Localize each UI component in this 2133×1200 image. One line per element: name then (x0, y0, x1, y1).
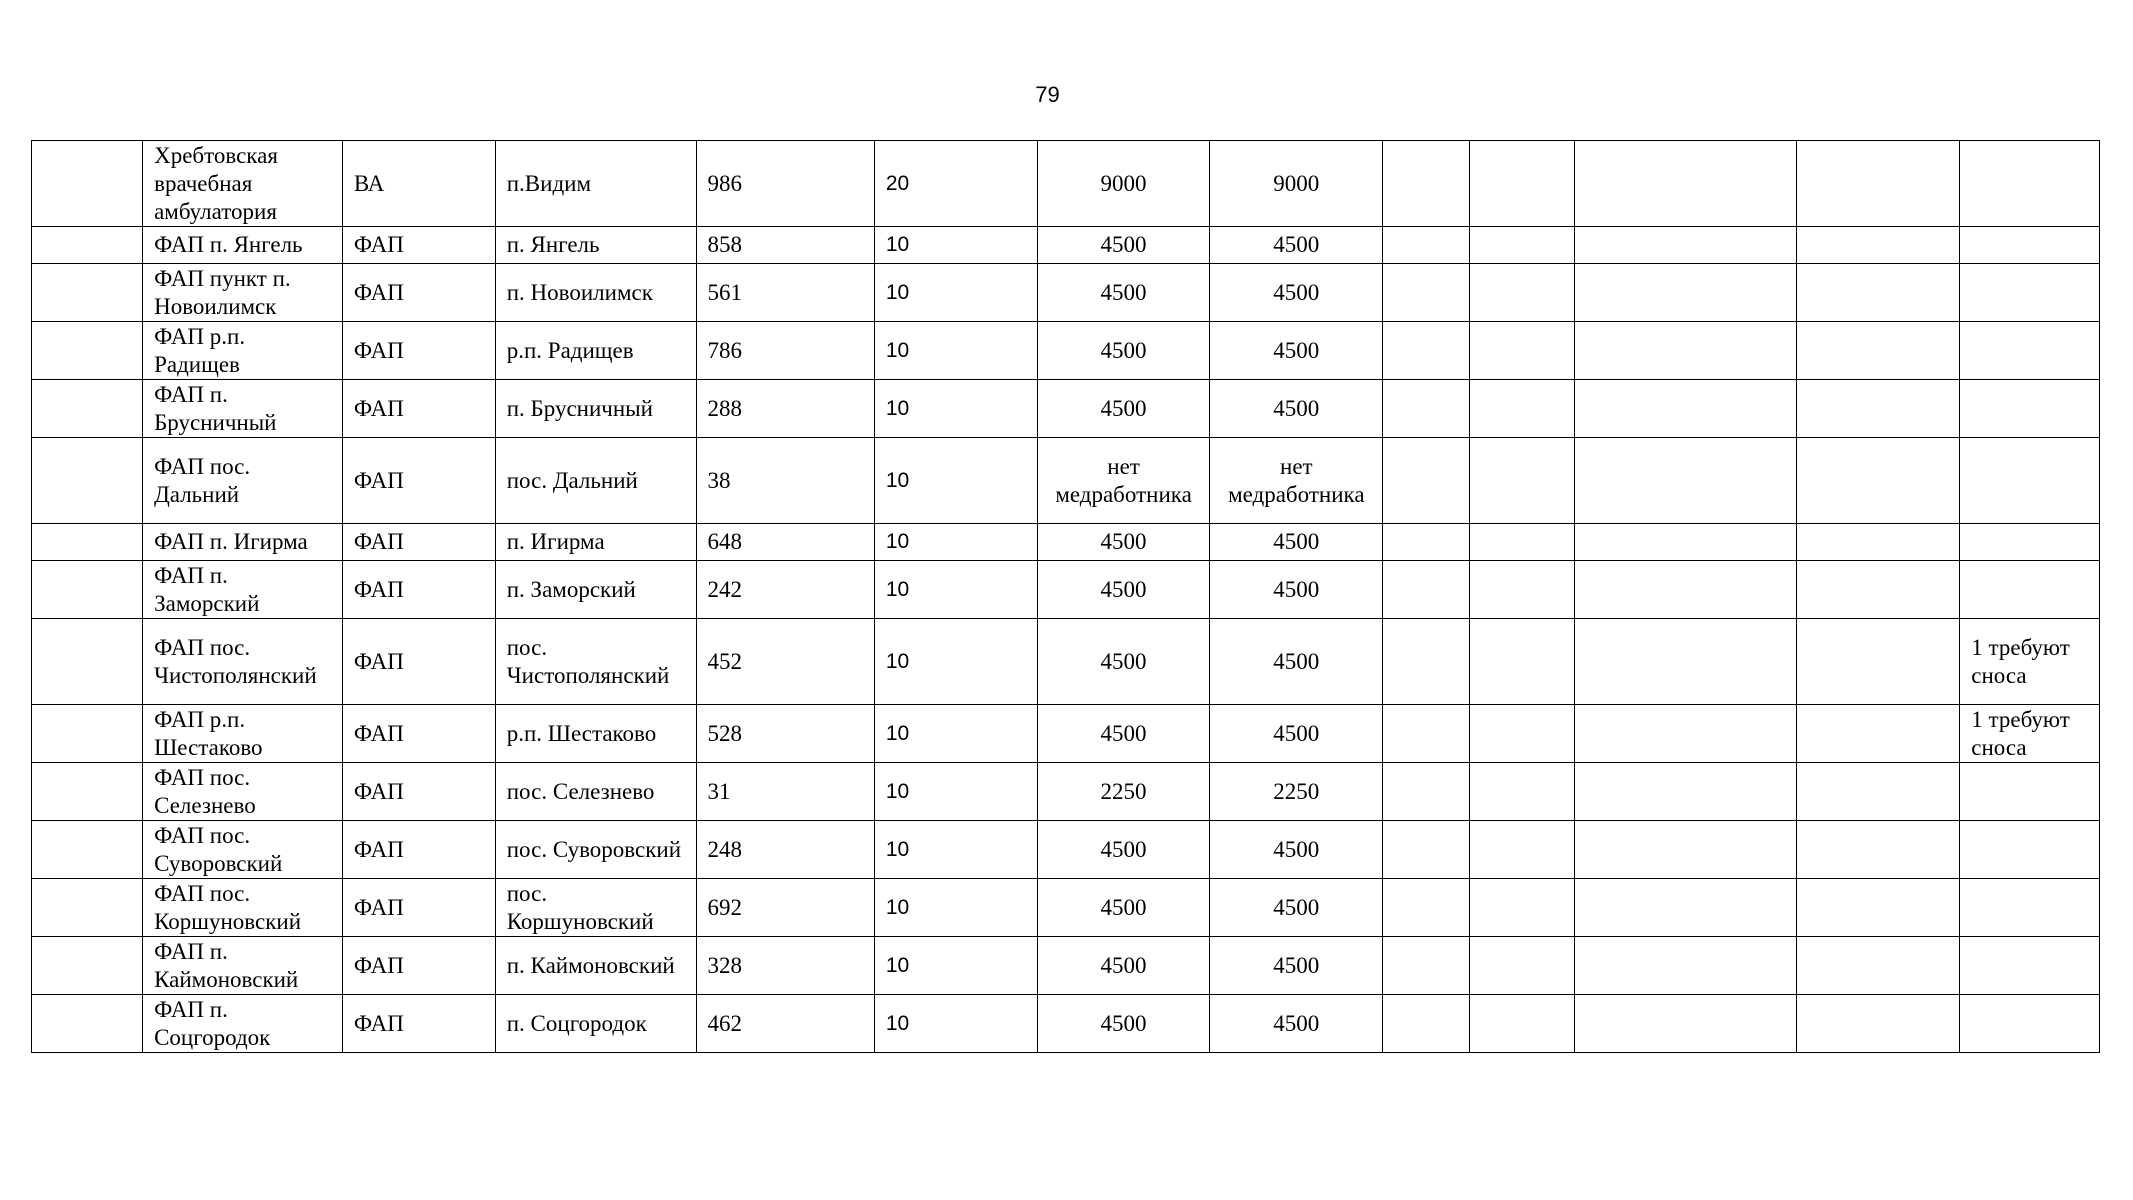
empty-cell-4 (1797, 438, 1960, 524)
staff-cell: 10 (874, 763, 1037, 821)
row-number-cell (32, 821, 143, 879)
empty-cell-1 (1383, 524, 1470, 561)
settlement-cell: п. Новоилимск (495, 264, 696, 322)
settlement-cell: п. Игирма (495, 524, 696, 561)
note-cell (1960, 821, 2100, 879)
empty-cell-2 (1470, 619, 1575, 705)
value-1-cell: 4500 (1037, 227, 1209, 264)
table-row (32, 380, 2100, 438)
empty-cell-1 (1383, 995, 1470, 1053)
population-cell: 31 (696, 763, 874, 821)
population-cell: 242 (696, 561, 874, 619)
staff-cell: 10 (874, 561, 1037, 619)
facility-type-cell: ФАП (342, 995, 495, 1053)
staff-cell: 20 (874, 141, 1037, 227)
value-2-cell: 4500 (1210, 380, 1383, 438)
facility-name-cell: ФАП пос. Селезнево (143, 763, 343, 821)
table-row (32, 937, 2100, 995)
value-2-cell: 4500 (1210, 322, 1383, 380)
empty-cell-2 (1470, 264, 1575, 322)
note-cell (1960, 380, 2100, 438)
table-row (32, 524, 2100, 561)
empty-cell-3 (1575, 561, 1797, 619)
empty-cell-4 (1797, 937, 1960, 995)
empty-cell-1 (1383, 438, 1470, 524)
facility-type-cell: ФАП (342, 705, 495, 763)
empty-cell-4 (1797, 821, 1960, 879)
value-1-cell: нет медработника (1037, 438, 1209, 524)
settlement-cell: п. Янгель (495, 227, 696, 264)
facility-name-cell: ФАП п. Брусничный (143, 380, 343, 438)
staff-cell: 10 (874, 879, 1037, 937)
empty-cell-2 (1470, 995, 1575, 1053)
facility-type-cell: ФАП (342, 264, 495, 322)
note-cell (1960, 879, 2100, 937)
facility-type-cell: ФАП (342, 227, 495, 264)
empty-cell-4 (1797, 705, 1960, 763)
empty-cell-1 (1383, 619, 1470, 705)
note-cell (1960, 438, 2100, 524)
empty-cell-2 (1470, 322, 1575, 380)
value-2-cell: 4500 (1210, 619, 1383, 705)
staff-cell: 10 (874, 705, 1037, 763)
empty-cell-3 (1575, 619, 1797, 705)
facility-type-cell: ФАП (342, 821, 495, 879)
note-cell (1960, 264, 2100, 322)
value-1-cell: 4500 (1037, 264, 1209, 322)
value-1-cell: 4500 (1037, 619, 1209, 705)
empty-cell-2 (1470, 380, 1575, 438)
note-cell (1960, 561, 2100, 619)
settlement-cell: п. Брусничный (495, 380, 696, 438)
population-cell: 288 (696, 380, 874, 438)
empty-cell-1 (1383, 264, 1470, 322)
empty-cell-2 (1470, 524, 1575, 561)
empty-cell-3 (1575, 227, 1797, 264)
empty-cell-2 (1470, 879, 1575, 937)
empty-cell-3 (1575, 995, 1797, 1053)
settlement-cell: р.п. Радищев (495, 322, 696, 380)
staff-cell: 10 (874, 619, 1037, 705)
population-cell: 786 (696, 322, 874, 380)
population-cell: 328 (696, 937, 874, 995)
note-cell (1960, 524, 2100, 561)
value-2-cell: 4500 (1210, 705, 1383, 763)
staff-cell: 10 (874, 937, 1037, 995)
note-cell (1960, 995, 2100, 1053)
population-cell: 462 (696, 995, 874, 1053)
row-number-cell (32, 937, 143, 995)
value-2-cell: 4500 (1210, 264, 1383, 322)
note-cell: 1 требуют сноса (1960, 705, 2100, 763)
note-cell: 1 требуют сноса (1960, 619, 2100, 705)
facility-name-cell: ФАП п. Соцгородок (143, 995, 343, 1053)
staff-cell: 10 (874, 524, 1037, 561)
table-row (32, 322, 2100, 380)
population-cell: 858 (696, 227, 874, 264)
table-row (32, 141, 2100, 227)
empty-cell-2 (1470, 141, 1575, 227)
row-number-cell (32, 995, 143, 1053)
empty-cell-2 (1470, 561, 1575, 619)
value-2-cell: 4500 (1210, 821, 1383, 879)
population-cell: 648 (696, 524, 874, 561)
table-row (32, 879, 2100, 937)
empty-cell-3 (1575, 763, 1797, 821)
staff-cell: 10 (874, 995, 1037, 1053)
staff-cell: 10 (874, 322, 1037, 380)
facility-name-cell: ФАП р.п. Радищев (143, 322, 343, 380)
staff-cell: 10 (874, 438, 1037, 524)
value-2-cell: 4500 (1210, 995, 1383, 1053)
note-cell (1960, 141, 2100, 227)
settlement-cell: р.п. Шестаково (495, 705, 696, 763)
empty-cell-4 (1797, 141, 1960, 227)
empty-cell-4 (1797, 561, 1960, 619)
value-1-cell: 4500 (1037, 524, 1209, 561)
empty-cell-1 (1383, 141, 1470, 227)
row-number-cell (32, 322, 143, 380)
value-2-cell: 4500 (1210, 879, 1383, 937)
empty-cell-3 (1575, 524, 1797, 561)
facility-name-cell: ФАП р.п. Шестаково (143, 705, 343, 763)
empty-cell-1 (1383, 937, 1470, 995)
empty-cell-4 (1797, 264, 1960, 322)
facility-type-cell: ФАП (342, 879, 495, 937)
note-cell (1960, 937, 2100, 995)
value-1-cell: 2250 (1037, 763, 1209, 821)
empty-cell-4 (1797, 763, 1960, 821)
empty-cell-4 (1797, 995, 1960, 1053)
value-1-cell: 4500 (1037, 322, 1209, 380)
empty-cell-3 (1575, 705, 1797, 763)
value-1-cell: 9000 (1037, 141, 1209, 227)
empty-cell-4 (1797, 227, 1960, 264)
empty-cell-3 (1575, 322, 1797, 380)
empty-cell-2 (1470, 227, 1575, 264)
empty-cell-2 (1470, 937, 1575, 995)
empty-cell-2 (1470, 763, 1575, 821)
empty-cell-1 (1383, 561, 1470, 619)
note-cell (1960, 322, 2100, 380)
empty-cell-1 (1383, 322, 1470, 380)
facility-name-cell: ФАП п. Янгель (143, 227, 343, 264)
row-number-cell (32, 380, 143, 438)
population-cell: 38 (696, 438, 874, 524)
facility-name-cell: ФАП пос. Чистополянский (143, 619, 343, 705)
table-row (32, 821, 2100, 879)
empty-cell-1 (1383, 879, 1470, 937)
table-row (32, 264, 2100, 322)
value-1-cell: 4500 (1037, 879, 1209, 937)
table-row (32, 763, 2100, 821)
table-row (32, 438, 2100, 524)
facility-name-cell: ФАП п. Игирма (143, 524, 343, 561)
empty-cell-4 (1797, 524, 1960, 561)
staff-cell: 10 (874, 380, 1037, 438)
facility-name-cell: ФАП пос. Коршуновский (143, 879, 343, 937)
empty-cell-2 (1470, 821, 1575, 879)
settlement-cell: пос. Дальний (495, 438, 696, 524)
empty-cell-2 (1470, 438, 1575, 524)
row-number-cell (32, 705, 143, 763)
settlement-cell: пос. Суворовский (495, 821, 696, 879)
value-1-cell: 4500 (1037, 705, 1209, 763)
value-1-cell: 4500 (1037, 995, 1209, 1053)
empty-cell-4 (1797, 322, 1960, 380)
empty-cell-3 (1575, 438, 1797, 524)
population-cell: 561 (696, 264, 874, 322)
note-cell (1960, 763, 2100, 821)
population-cell: 528 (696, 705, 874, 763)
empty-cell-3 (1575, 141, 1797, 227)
row-number-cell (32, 561, 143, 619)
empty-cell-3 (1575, 879, 1797, 937)
row-number-cell (32, 264, 143, 322)
row-number-cell (32, 438, 143, 524)
empty-cell-1 (1383, 380, 1470, 438)
staff-cell: 10 (874, 227, 1037, 264)
table-row (32, 561, 2100, 619)
staff-cell: 10 (874, 264, 1037, 322)
row-number-cell (32, 141, 143, 227)
population-cell: 248 (696, 821, 874, 879)
empty-cell-2 (1470, 705, 1575, 763)
row-number-cell (32, 763, 143, 821)
value-2-cell: 9000 (1210, 141, 1383, 227)
value-2-cell: 4500 (1210, 524, 1383, 561)
row-number-cell (32, 619, 143, 705)
empty-cell-1 (1383, 227, 1470, 264)
population-cell: 986 (696, 141, 874, 227)
value-1-cell: 4500 (1037, 821, 1209, 879)
row-number-cell (32, 879, 143, 937)
settlement-cell: пос. Чистополянский (495, 619, 696, 705)
settlement-cell: п. Соцгородок (495, 995, 696, 1053)
value-2-cell: 2250 (1210, 763, 1383, 821)
table-row (32, 705, 2100, 763)
facility-type-cell: ФАП (342, 763, 495, 821)
empty-cell-3 (1575, 937, 1797, 995)
row-number-cell (32, 524, 143, 561)
population-cell: 452 (696, 619, 874, 705)
facility-name-cell: ФАП пос. Дальний (143, 438, 343, 524)
facility-type-cell: ФАП (342, 937, 495, 995)
table-row (32, 995, 2100, 1053)
settlement-cell: пос. Коршуновский (495, 879, 696, 937)
table-body (32, 141, 2100, 1053)
facilities-table (31, 140, 2100, 1053)
page-number: 79 (1035, 82, 1060, 107)
facility-name-cell: ФАП пос. Суворовский (143, 821, 343, 879)
facility-type-cell: ФАП (342, 561, 495, 619)
value-1-cell: 4500 (1037, 937, 1209, 995)
population-cell: 692 (696, 879, 874, 937)
facility-name-cell: ФАП п. Заморский (143, 561, 343, 619)
facility-type-cell: ФАП (342, 524, 495, 561)
row-number-cell (32, 227, 143, 264)
value-1-cell: 4500 (1037, 380, 1209, 438)
staff-cell: 10 (874, 821, 1037, 879)
empty-cell-1 (1383, 763, 1470, 821)
facility-name-cell: ФАП пункт п. Новоилимск (143, 264, 343, 322)
value-2-cell: 4500 (1210, 227, 1383, 264)
facility-type-cell: ВА (342, 141, 495, 227)
empty-cell-4 (1797, 619, 1960, 705)
value-1-cell: 4500 (1037, 561, 1209, 619)
empty-cell-3 (1575, 264, 1797, 322)
facility-type-cell: ФАП (342, 380, 495, 438)
table-row (32, 619, 2100, 705)
note-cell (1960, 227, 2100, 264)
value-2-cell: 4500 (1210, 561, 1383, 619)
table-row (32, 227, 2100, 264)
empty-cell-1 (1383, 821, 1470, 879)
empty-cell-3 (1575, 380, 1797, 438)
settlement-cell: п.Видим (495, 141, 696, 227)
empty-cell-4 (1797, 879, 1960, 937)
settlement-cell: пос. Селезнево (495, 763, 696, 821)
empty-cell-4 (1797, 380, 1960, 438)
facility-name-cell: Хребтовская врачебная амбулатория (143, 141, 343, 227)
facility-type-cell: ФАП (342, 619, 495, 705)
empty-cell-3 (1575, 821, 1797, 879)
value-2-cell: 4500 (1210, 937, 1383, 995)
facility-type-cell: ФАП (342, 322, 495, 380)
settlement-cell: п. Каймоновский (495, 937, 696, 995)
facility-type-cell: ФАП (342, 438, 495, 524)
value-2-cell: нет медработника (1210, 438, 1383, 524)
facility-name-cell: ФАП п. Каймоновский (143, 937, 343, 995)
empty-cell-1 (1383, 705, 1470, 763)
settlement-cell: п. Заморский (495, 561, 696, 619)
